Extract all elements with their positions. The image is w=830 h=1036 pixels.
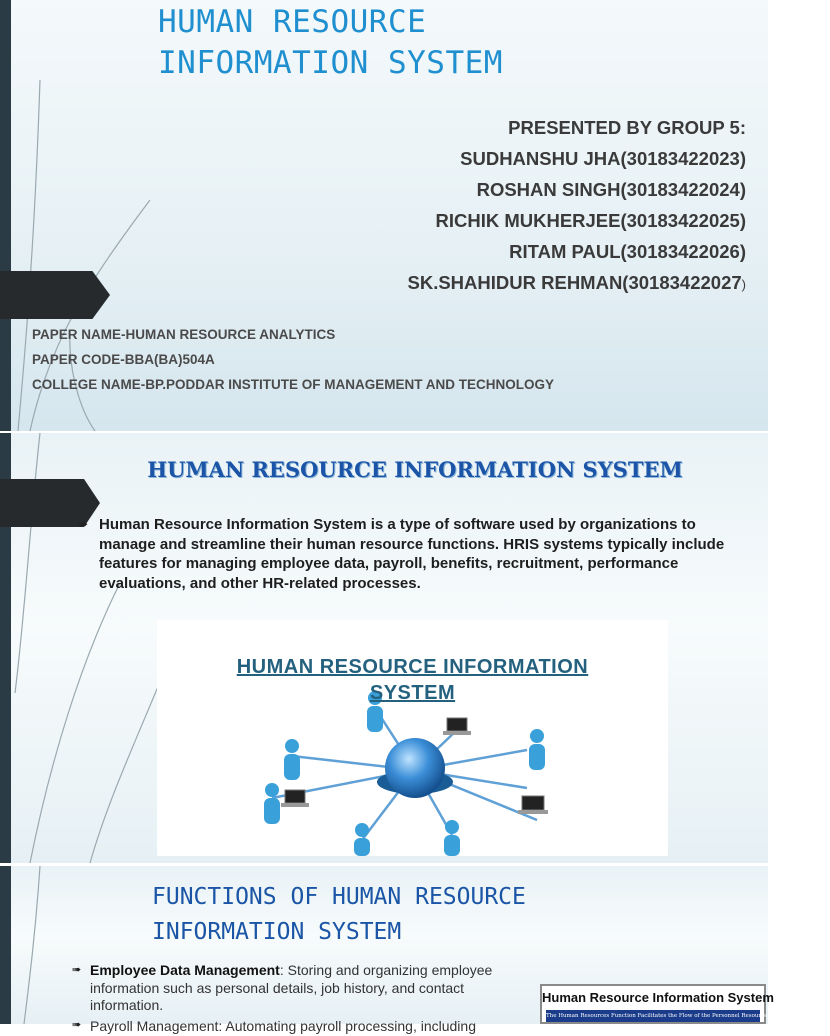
presenter-name: RITAM PAUL(30183422026) [509,241,746,262]
presenter-name: SUDHANSHU JHA(30183422023) [460,148,746,169]
figure-title [157,654,668,706]
title-slide [0,0,768,431]
slide-heading [152,880,526,950]
definition-bullet [78,515,738,593]
function-bullet [72,962,532,1015]
closing-paren: ) [741,277,746,292]
globe-icon [377,738,453,798]
functions-slide [0,866,774,1034]
definition-text: Human Resource Information System is a type of software used by organizations to manage and streamline their human resource functions. HRIS systems typically include features for managing employee data, payroll, benefits, recruitment, performance evaluations, and other HR-related processes. [99,516,725,592]
heading-line-1: FUNCTIONS OF HUMAN RESOURCE [152,884,526,910]
paper-info [32,322,554,397]
image-subtitle: The Human Resources Function Facilitates the Flow of the Personnel Resource [546,1010,760,1022]
presenter-name-last [408,267,747,300]
presenter-name: ROSHAN SINGH(30183422024) [476,179,746,200]
function-bullet [72,1018,532,1036]
paper-name: PAPER NAME-HUMAN RESOURCE ANALYTICS [32,327,336,342]
paper-code: PAPER CODE-BBA(BA)504A [32,352,215,367]
title-line-2: INFORMATION SYSTEM [158,45,503,81]
figure-title-line-2: SYSTEM [369,682,456,704]
presenter-list [408,112,747,300]
function-name: Employee Data Management [90,962,280,978]
college-name: COLLEGE NAME-BP.PODDAR INSTITUTE OF MANAGEMENT AND TECHNOLOGY [32,377,555,392]
bullet-arrow-icon: ➠ [72,1018,82,1031]
function-description: : Storing and organizing employee information such as personal details, job history, and contact information. [90,962,493,1013]
image-title: Human Resource Information System [542,990,774,1005]
bullet-arrow-icon: ➠ [72,963,82,976]
presenter-name: RICHIK MUKHERJEE(30183422025) [435,210,746,231]
hris-network-image [157,620,668,856]
presenter-name: SK.SHAHIDUR REHMAN(30183422027 [407,272,742,293]
arrow-tab [0,271,110,319]
function-text [90,962,532,1015]
function-text: Payroll Management: Automating payroll processing, including [90,1018,476,1034]
hris-flow-image [540,984,774,1024]
heading-line-2: INFORMATION SYSTEM [152,919,402,945]
slide-heading: HUMAN RESOURCE INFORMATION SYSTEM [147,457,683,482]
figure-title-line-1: HUMAN RESOURCE INFORMATION [236,656,589,678]
bullet-arrow-icon: ➠ [78,517,89,531]
presentation-title [158,2,503,84]
presented-by-heading: PRESENTED BY GROUP 5: [508,117,746,138]
definition-slide [0,433,768,863]
title-line-1: HUMAN RESOURCE [158,4,427,40]
